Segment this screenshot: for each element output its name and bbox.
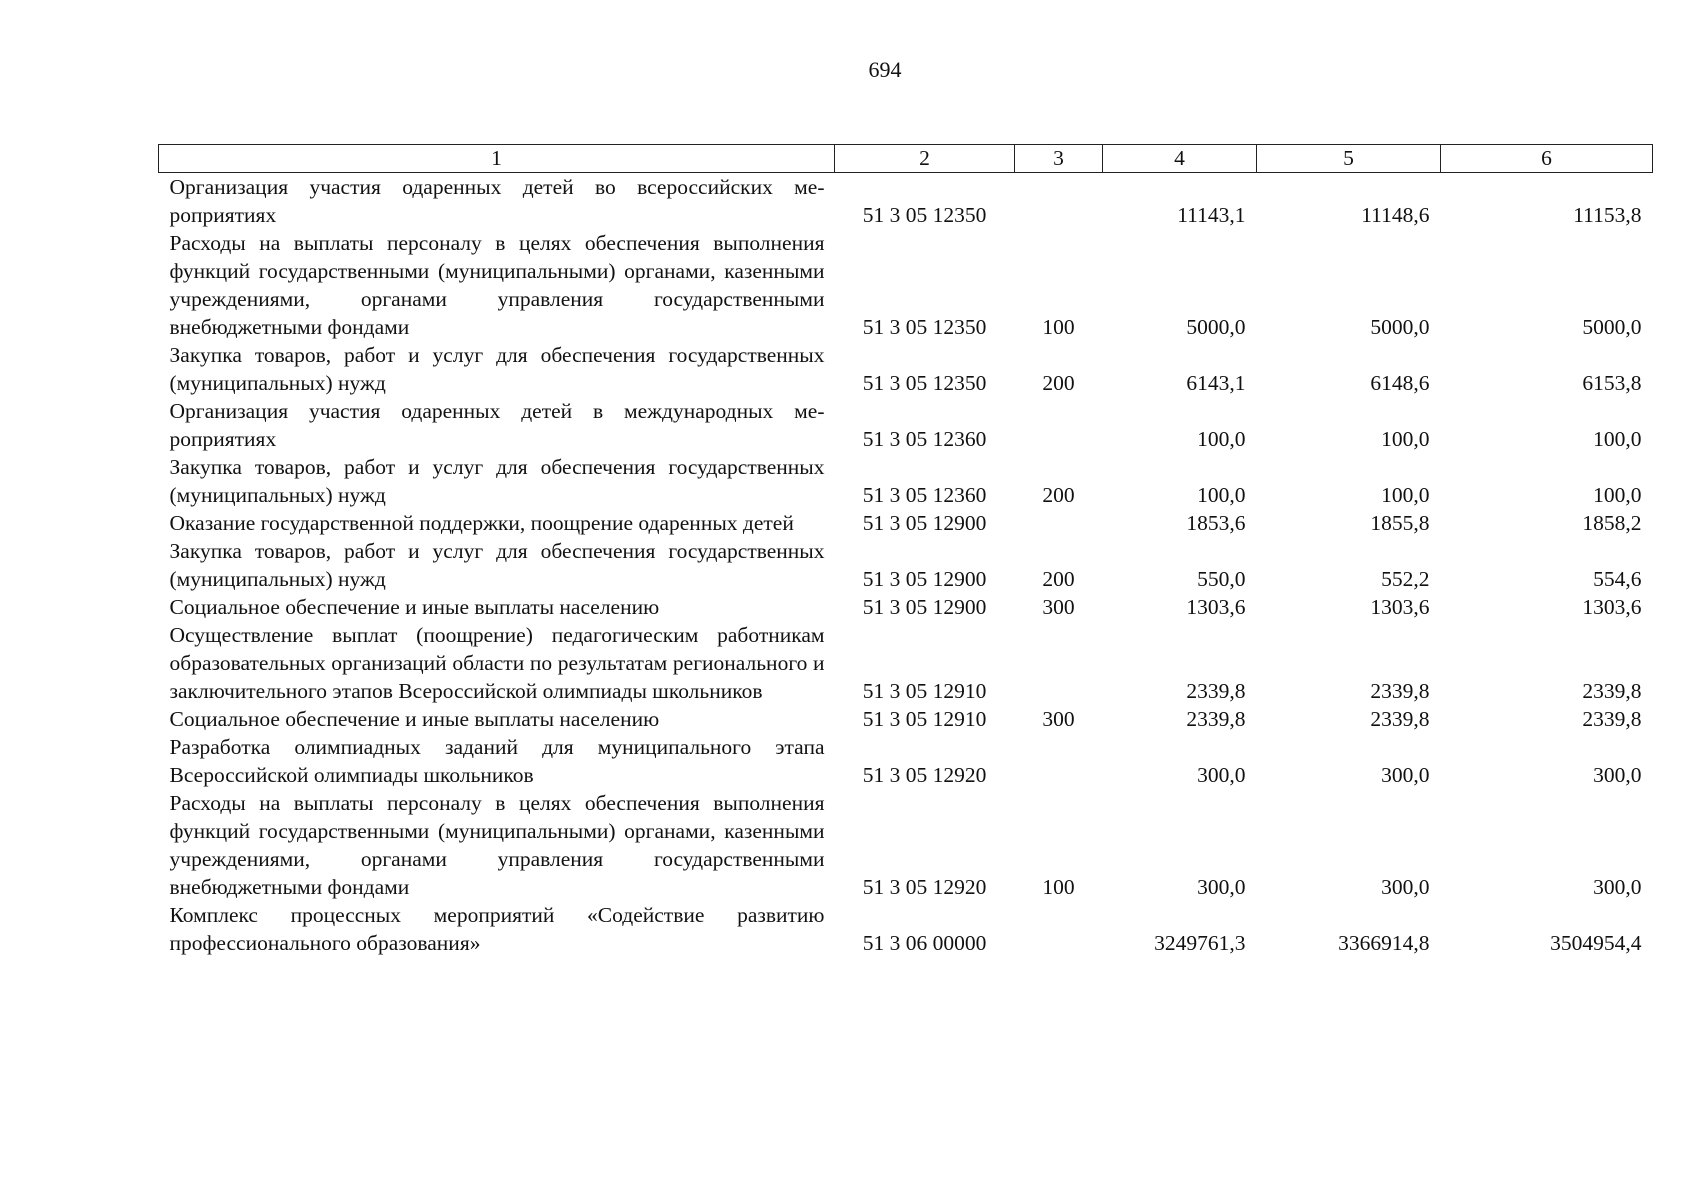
row-amount-year3-cell: 2339,8 <box>1582 679 1642 703</box>
column-header-6: 6 <box>1441 145 1653 173</box>
row-code-cell: 51 3 05 12900 <box>862 511 987 535</box>
table-row <box>159 901 1653 957</box>
row-code-cell: 51 3 06 00000 <box>862 931 987 955</box>
row-amount-year3-cell: 300,0 <box>1593 763 1642 787</box>
table-row <box>159 509 1653 537</box>
row-amount-year1-cell: 3249761,3 <box>1154 931 1246 955</box>
row-name-cell: Закупка товаров, работ и услуг для обеспечения государственных (муниципальных) нужд <box>169 343 825 395</box>
page-number: 694 <box>868 57 902 82</box>
row-expense-type-cell: 300 <box>1042 595 1075 619</box>
row-expense-type-cell: 200 <box>1042 371 1075 395</box>
row-code-cell: 51 3 05 12360 <box>862 483 987 507</box>
row-amount-year3-cell: 1303,6 <box>1582 595 1642 619</box>
row-amount-year2-cell: 1855,8 <box>1370 511 1430 535</box>
row-expense-type-cell <box>1015 173 1103 230</box>
row-amount-year1-cell: 1303,6 <box>1186 595 1246 619</box>
row-expense-type-cell <box>1015 733 1103 789</box>
row-code-cell: 51 3 05 12900 <box>862 595 987 619</box>
row-amount-year1-cell: 2339,8 <box>1186 679 1246 703</box>
row-name-cell: Социальное обеспечение и иные выплаты населению <box>169 595 660 619</box>
row-code-cell: 51 3 05 12350 <box>862 315 987 339</box>
row-expense-type-cell: 100 <box>1042 315 1075 339</box>
row-amount-year1-cell: 11143,1 <box>1177 203 1246 227</box>
table-body <box>159 173 1653 958</box>
row-expense-type-cell <box>1015 509 1103 537</box>
table-row <box>159 733 1653 789</box>
row-code-cell: 51 3 05 12910 <box>862 679 987 703</box>
row-code-cell: 51 3 05 12910 <box>862 707 987 731</box>
row-amount-year2-cell: 100,0 <box>1381 427 1430 451</box>
row-expense-type-cell: 300 <box>1042 707 1075 731</box>
column-header-3: 3 <box>1015 145 1103 173</box>
row-name-cell: Организация участия одаренных детей во всероссийских мероприятиях <box>169 175 825 227</box>
column-header-4: 4 <box>1103 145 1257 173</box>
row-expense-type-cell <box>1015 397 1103 453</box>
row-amount-year1-cell: 6143,1 <box>1186 371 1246 395</box>
column-header-2: 2 <box>835 145 1015 173</box>
row-name-cell: Осуществление выплат (поощрение) педагогическим работникам образовательных организаций области по результатам регионального и заключительного этапов Всероссийской олимпиады школьников <box>169 623 825 703</box>
row-code-cell: 51 3 05 12920 <box>862 875 987 899</box>
row-amount-year2-cell: 100,0 <box>1381 483 1430 507</box>
row-amount-year1-cell: 2339,8 <box>1186 707 1246 731</box>
row-amount-year1-cell: 1853,6 <box>1186 511 1246 535</box>
row-amount-year1-cell: 300,0 <box>1197 763 1246 787</box>
row-amount-year1-cell: 5000,0 <box>1186 315 1246 339</box>
row-amount-year3-cell: 5000,0 <box>1582 315 1642 339</box>
row-amount-year3-cell: 11153,8 <box>1573 203 1642 227</box>
row-name-cell: Разработка олимпиадных заданий для муниципального этапа Всероссийской олимпиады школьников <box>169 735 825 787</box>
row-amount-year2-cell: 6148,6 <box>1370 371 1430 395</box>
row-amount-year2-cell: 2339,8 <box>1370 707 1430 731</box>
row-amount-year3-cell: 2339,8 <box>1582 707 1642 731</box>
row-amount-year2-cell: 300,0 <box>1381 763 1430 787</box>
row-code-cell: 51 3 05 12350 <box>862 203 987 227</box>
column-header-5: 5 <box>1257 145 1441 173</box>
row-amount-year2-cell: 300,0 <box>1381 875 1430 899</box>
row-code-cell: 51 3 05 12360 <box>862 427 987 451</box>
row-amount-year3-cell: 100,0 <box>1593 483 1642 507</box>
row-name-cell: Организация участия одаренных детей в международных мероприятиях <box>169 399 825 451</box>
row-amount-year2-cell: 1303,6 <box>1370 595 1430 619</box>
row-amount-year2-cell: 5000,0 <box>1370 315 1430 339</box>
row-code-cell: 51 3 05 12920 <box>862 763 987 787</box>
table-row <box>159 537 1653 593</box>
row-amount-year2-cell: 3366914,8 <box>1338 931 1430 955</box>
table-row <box>159 789 1653 901</box>
row-amount-year2-cell: 2339,8 <box>1370 679 1430 703</box>
row-name-cell: Оказание государственной поддержки, поощрение одаренных детей <box>169 511 794 535</box>
row-code-cell: 51 3 05 12900 <box>862 567 987 591</box>
row-amount-year3-cell: 300,0 <box>1593 875 1642 899</box>
row-amount-year3-cell: 554,6 <box>1593 567 1642 591</box>
row-code-cell: 51 3 05 12350 <box>862 371 987 395</box>
row-amount-year1-cell: 100,0 <box>1197 427 1246 451</box>
row-amount-year2-cell: 11148,6 <box>1361 203 1430 227</box>
row-expense-type-cell: 200 <box>1042 567 1075 591</box>
row-name-cell: Закупка товаров, работ и услуг для обеспечения государственных (муниципальных) нужд <box>169 455 825 507</box>
column-header-1: 1 <box>159 145 835 173</box>
table-row <box>159 593 1653 621</box>
row-amount-year1-cell: 550,0 <box>1197 567 1246 591</box>
table-row <box>159 397 1653 453</box>
row-amount-year1-cell: 300,0 <box>1197 875 1246 899</box>
table-row <box>159 229 1653 341</box>
row-expense-type-cell <box>1015 621 1103 705</box>
row-name-cell: Закупка товаров, работ и услуг для обеспечения государственных (муниципальных) нужд <box>169 539 825 591</box>
budget-table <box>158 144 1653 957</box>
row-name-cell: Социальное обеспечение и иные выплаты населению <box>169 707 660 731</box>
header-row <box>159 145 1653 173</box>
table-row <box>159 453 1653 509</box>
row-amount-year1-cell: 100,0 <box>1197 483 1246 507</box>
table-header <box>159 145 1653 173</box>
row-name-cell: Расходы на выплаты персоналу в целях обеспечения выполнения функций государственными (муниципальными) органами, казенными учреждениями, органами управления государственными внебюджетными фондами <box>169 231 825 339</box>
row-expense-type-cell: 100 <box>1042 875 1075 899</box>
row-expense-type-cell <box>1015 901 1103 957</box>
row-expense-type-cell: 200 <box>1042 483 1075 507</box>
table-row <box>159 173 1653 230</box>
row-amount-year3-cell: 100,0 <box>1593 427 1642 451</box>
table-row <box>159 705 1653 733</box>
row-amount-year3-cell: 6153,8 <box>1582 371 1642 395</box>
row-amount-year3-cell: 1858,2 <box>1582 511 1642 535</box>
row-name-cell: Расходы на выплаты персоналу в целях обеспечения выполнения функций государственными (муниципальными) органами, казенными учреждениями, органами управления государственными внебюджетными фондами <box>169 791 825 899</box>
row-amount-year3-cell: 3504954,4 <box>1550 931 1642 955</box>
table-row <box>159 621 1653 705</box>
table-row <box>159 341 1653 397</box>
row-amount-year2-cell: 552,2 <box>1381 567 1430 591</box>
row-name-cell: Комплекс процессных мероприятий «Содействие развитию профессионального образования» <box>169 903 825 955</box>
